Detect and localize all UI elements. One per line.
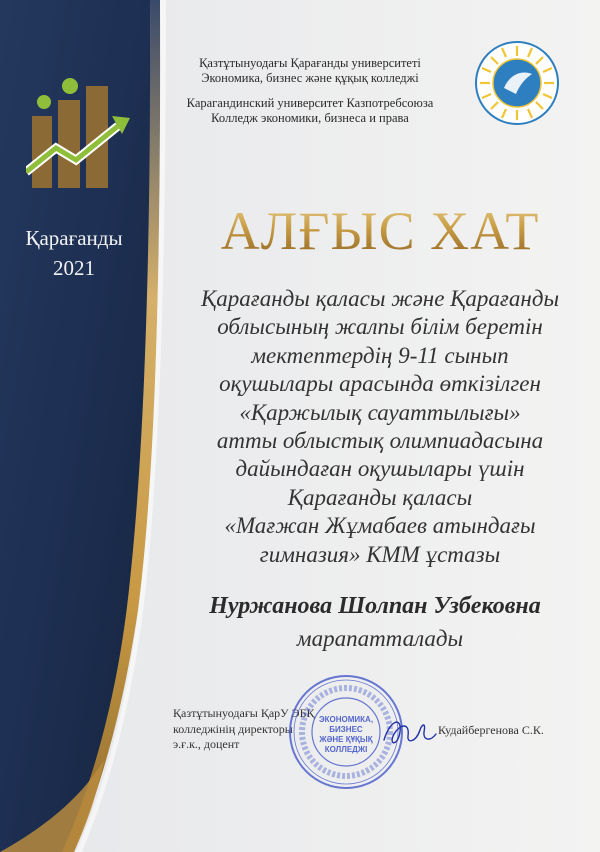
body-line: гимназия» КММ ұстазы <box>259 541 501 567</box>
body-line: оқушылары арасында өткізілген <box>219 371 541 397</box>
svg-text:БИЗНЕС: БИЗНЕС <box>329 725 363 734</box>
signer-name: Кудайбергенова С.К. <box>438 723 544 737</box>
year-label: 2021 <box>53 256 95 280</box>
signer-title-line: колледжінің директоры <box>173 721 293 736</box>
body-line: дайындаған оқушылары үшін <box>235 456 525 482</box>
org-ru-line: Карагандинский университет Казпотребсоюза <box>186 96 434 110</box>
svg-text:ЖӘНЕ ҚҰҚЫҚ: ЖӘНЕ ҚҰҚЫҚ <box>319 735 373 744</box>
handwritten-signature-icon <box>380 712 440 752</box>
body-line: Қарағанды қаласы <box>287 484 473 510</box>
org-kz-line: Экономика, бизнес және құқық колледжі <box>201 71 419 85</box>
org-kz-line: Қазтұтынуодағы Қарағанды университеті <box>199 56 421 70</box>
body-line: Қарағанды қаласы және Қарағанды <box>200 286 560 311</box>
certificate-body <box>158 285 600 569</box>
org-name-kz <box>160 56 460 86</box>
city-label: Қарағанды <box>25 226 123 250</box>
award-text: марапатталады <box>296 626 464 651</box>
org-name-ru <box>160 96 460 126</box>
body-line: мектептердің 9-11 сынып <box>251 342 509 368</box>
body-line: атты облыстық олимпиадасына <box>216 428 544 454</box>
org-ru-line: Колледж экономики, бизнеса и права <box>211 111 409 125</box>
recipient-name: Нуржанова Шолпан Узбековна <box>209 593 541 619</box>
chart-logo-icon <box>26 68 138 196</box>
body-line: «Мағжан Жұмабаев атындағы <box>224 513 536 539</box>
svg-text:КОЛЛЕДЖІ: КОЛЛЕДЖІ <box>324 745 368 754</box>
body-line: облысының жалпы білім беретін <box>217 314 543 340</box>
certificate-title: АЛҒЫС ХАТ <box>160 200 600 262</box>
university-emblem-icon <box>474 40 560 126</box>
svg-text:ЭКОНОМИКА,: ЭКОНОМИКА, <box>318 715 374 724</box>
signer-title-line: Қазтұтынуодағы ҚарУ ЭБҚ <box>173 706 315 720</box>
body-line: «Қаржылық сауаттылығы» <box>239 399 521 425</box>
signer-title-line: э.ғ.к., доцент <box>173 737 240 751</box>
